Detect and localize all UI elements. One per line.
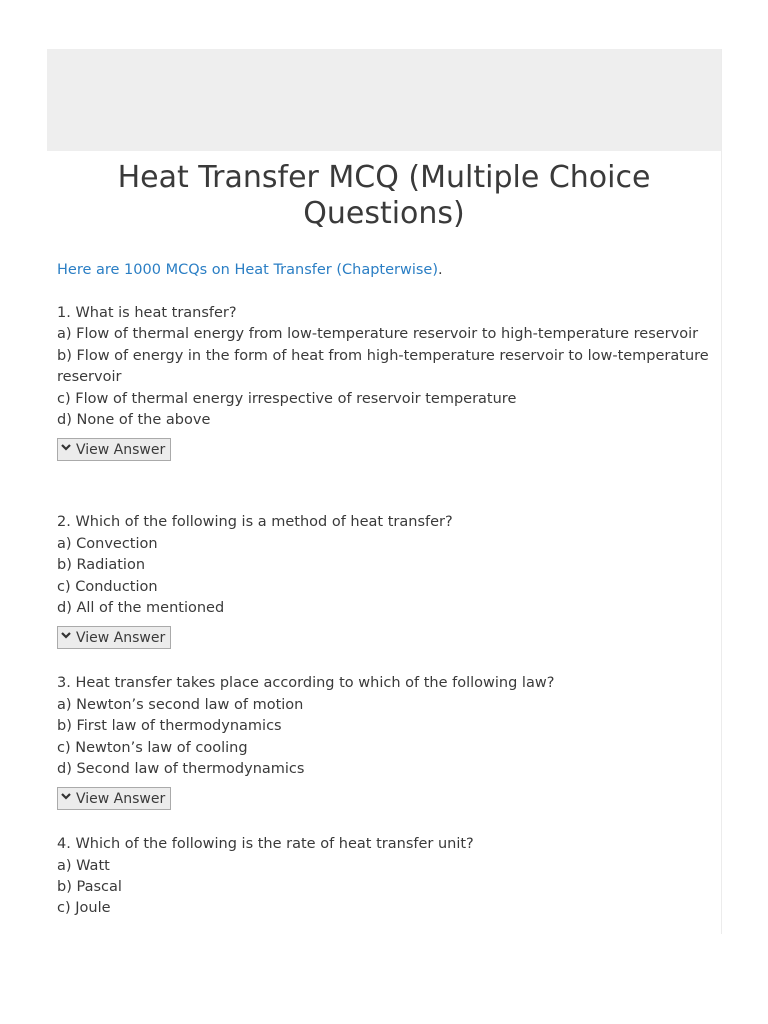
chevron-down-icon: [60, 440, 72, 454]
option-c: c) Newton’s law of cooling: [57, 739, 248, 756]
question-block-4: [57, 834, 711, 920]
question-block-3: [57, 673, 711, 813]
view-answer-button[interactable]: [57, 438, 171, 461]
view-answer-label: View Answer: [76, 441, 166, 458]
option-b: b) Pascal: [57, 879, 122, 896]
intro-period: .: [438, 262, 443, 278]
option-c: c) Joule: [57, 900, 111, 917]
view-answer-button[interactable]: [57, 787, 171, 810]
question-block-1: [57, 303, 711, 464]
option-d: d) Second law of thermodynamics: [57, 760, 305, 777]
option-c: c) Conduction: [57, 578, 158, 595]
option-a: a) Watt: [57, 857, 110, 874]
option-b: b) First law of thermodynamics: [57, 718, 282, 735]
option-b: b) Radiation: [57, 557, 146, 574]
chevron-down-icon: [60, 789, 72, 803]
chapterwise-link[interactable]: Here are 1000 MCQs on Heat Transfer (Chapterwise): [57, 262, 439, 278]
option-b: b) Flow of energy in the form of heat from high-temperature reservoir to low-temperature reservoir: [57, 347, 709, 386]
view-answer-label: View Answer: [76, 790, 166, 807]
option-d: d) All of the mentioned: [57, 599, 225, 616]
question-text: 2. Which of the following is a method of heat transfer?: [57, 514, 453, 531]
view-answer-button[interactable]: [57, 626, 171, 649]
intro-paragraph: [57, 260, 711, 281]
page-container: [47, 49, 722, 934]
question-text: 1. What is heat transfer?: [57, 305, 237, 321]
question-text: 4. Which of the following is the rate of heat transfer unit?: [57, 836, 474, 853]
view-answer-label: View Answer: [76, 629, 166, 646]
option-a: a) Convection: [57, 535, 158, 552]
option-a: a) Flow of thermal energy from low-temperature reservoir to high-temperature reservoir: [57, 326, 699, 343]
option-c: c) Flow of thermal energy irrespective of reservoir temperature: [57, 390, 517, 407]
option-d: d) None of the above: [57, 412, 211, 429]
question-block-2: [57, 512, 711, 652]
chevron-down-icon: [60, 628, 72, 642]
option-a: a) Newton’s second law of motion: [57, 696, 304, 713]
ad-banner[interactable]: [47, 49, 721, 151]
page-title: Heat Transfer MCQ (Multiple Choice Questions): [117, 160, 651, 231]
article: [47, 160, 721, 920]
question-text: 3. Heat transfer takes place according to which of the following law?: [57, 675, 555, 692]
